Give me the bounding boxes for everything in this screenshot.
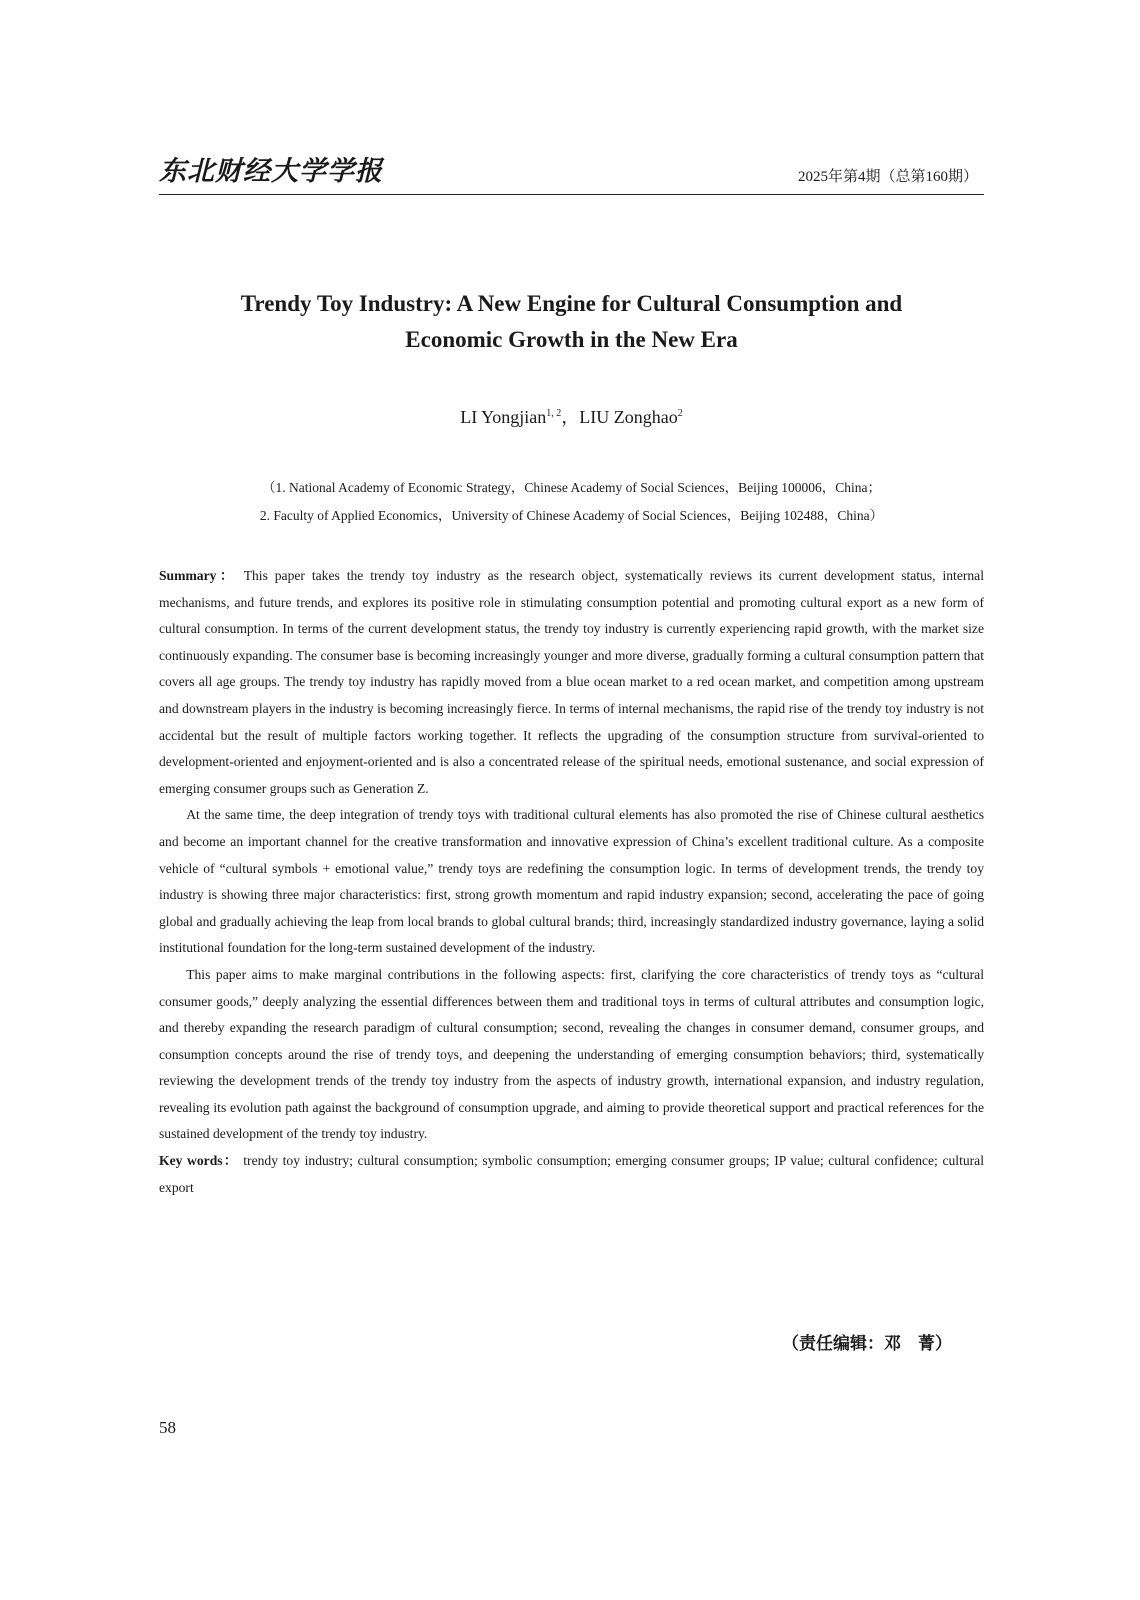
keywords-paragraph: [159, 1148, 984, 1201]
title-line-2: Economic Growth in the New Era: [405, 327, 738, 352]
abstract-paragraph-3: This paper aims to make marginal contributions in the following aspects: first, clarifying the core characteristics of trendy toys as “cultural consumer goods,” deeply analyzing the essential differences between them and traditional toys in terms of cultural attributes and consumption logic, and thereby expanding the research paradigm of cultural consumption; second, revealing the changes in consumer demand, consumer groups, and consumption concepts around the rise of trendy toys, and deepening the understanding of emerging consumption behaviors; third, systematically reviewing the development trends of the trendy toy industry from the aspects of industry growth, international expansion, and industry regulation, revealing its evolution path against the background of consumption upgrade, and aiming to provide theoretical support and practical references for the sustained development of the trendy toy industry.: [159, 966, 984, 1142]
keywords-text: trendy toy industry; cultural consumption; symbolic consumption; emerging consumer groups; IP value; cultural confidence; cultural export: [159, 1153, 984, 1195]
abstract-block: [159, 563, 984, 1201]
article-title: [159, 286, 984, 358]
journal-header: [159, 150, 984, 195]
author-line: [159, 403, 984, 429]
author-2-affil-marker: 2: [677, 408, 683, 419]
summary-paragraph: [159, 563, 984, 802]
summary-label: Summary：: [159, 568, 238, 583]
keywords-label: Key words：: [159, 1153, 239, 1169]
author-2: LIU Zonghao: [579, 407, 678, 427]
author-1-affil-marker: 1, 2: [546, 408, 562, 419]
title-line-1: Trendy Toy Industry: A New Engine for Cultural Consumption and: [240, 291, 903, 316]
page-number: 58: [159, 1418, 176, 1437]
journal-name-logo: 东北财经大学学报: [159, 156, 383, 187]
affiliation-2: 2. Faculty of Applied Economics，University of Chinese Academy of Social Sciences，Beijing 102488，China）: [259, 508, 884, 523]
responsible-editor: （责任编辑：邓 菁）: [782, 1334, 952, 1354]
abstract-paragraph-2: At the same time, the deep integration of trendy toys with traditional cultural elements has also promoted the rise of Chinese cultural aesthetics and become an important channel for the creative transformation and innovative expression of China’s excellent traditional culture. As a composite vehicle of “cultural symbols + emotional value,” trendy toys are redefining the consumption logic. In terms of development trends, the trendy toy industry is showing three major characteristics: first, strong growth momentum and rapid industry expansion; second, accelerating the pace of going global and gradually achieving the leap from local brands to global cultural brands; third, increasingly standardized industry governance, laying a solid institutional foundation for the long-term sustained development of the industry.: [159, 807, 984, 956]
author-separator: ，: [561, 407, 580, 427]
author-1: LI Yongjian: [460, 407, 547, 427]
affiliation-1: （1. National Academy of Economic Strategy，Chinese Academy of Social Sciences，Beijing 100006，China；: [262, 480, 881, 495]
affiliations: [159, 474, 984, 530]
summary-text: This paper takes the trendy toy industry as the research object, systematically reviews its current development status, internal mechanisms, and future trends, and explores its positive role in stimulating consumption potential and promoting cultural export as a new form of cultural consumption. In terms of the current development status, the trendy toy industry is currently experiencing rapid growth, with the market size continuously expanding. The consumer base is becoming increasingly younger and more diverse, gradually forming a cultural consumption pattern that covers all age groups. The trendy toy industry has rapidly moved from a blue ocean market to a red ocean market, and competition among upstream and downstream players in the industry is becoming increasingly fierce. In terms of internal mechanisms, the rapid rise of the trendy toy industry is not accidental but the result of multiple factors working together. It reflects the upgrading of the consumption structure from survival-oriented to development-oriented and enjoyment-oriented and is also a concentrated release of the spiritual needs, emotional sustenance, and social expression of emerging consumer groups such as Generation Z.: [159, 568, 984, 796]
issue-info: 2025年第4期（总第160期）: [797, 169, 978, 185]
